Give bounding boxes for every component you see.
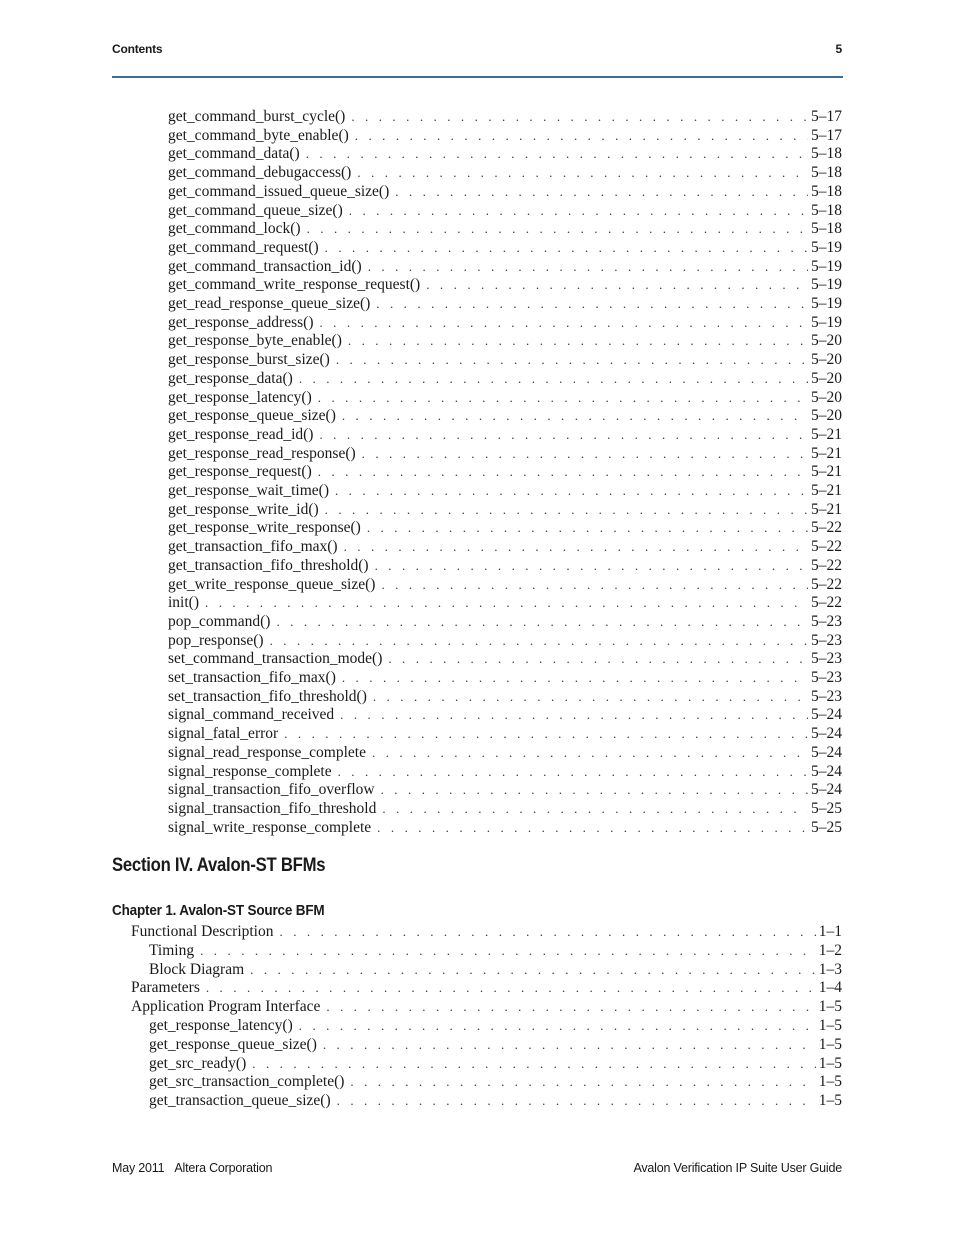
toc-entry[interactable] <box>149 1092 842 1110</box>
toc-entry[interactable] <box>168 538 842 556</box>
toc-entry[interactable] <box>168 781 842 799</box>
toc-entry-page: 5–21 <box>811 444 842 462</box>
toc-entry-page: 1–2 <box>818 941 842 959</box>
toc-entry-page: 5–18 <box>811 164 842 182</box>
toc-entry-title: get_command_issued_queue_size() <box>168 182 390 200</box>
toc-entry[interactable] <box>168 557 842 575</box>
section-title: Section IV. Avalon-ST BFMs <box>112 855 326 876</box>
toc-entry-page: 5–20 <box>811 407 842 425</box>
toc-entry-title: signal_command_received <box>168 706 335 724</box>
toc-entry[interactable] <box>149 961 842 979</box>
toc-leader-dots <box>325 501 808 519</box>
toc-entry[interactable] <box>168 220 842 238</box>
toc-entry-page: 5–20 <box>811 388 842 406</box>
toc-entry[interactable] <box>168 258 842 276</box>
toc-entry-page: 5–20 <box>811 351 842 369</box>
toc-entry[interactable] <box>149 1017 842 1035</box>
toc-leader-dots <box>335 482 808 500</box>
toc-entry[interactable] <box>168 108 842 126</box>
toc-leader-dots <box>280 923 816 941</box>
toc-entry-title: get_read_response_queue_size() <box>168 295 371 312</box>
toc-entry-page: 1–5 <box>818 1017 842 1034</box>
footer-book-title: Avalon Verification IP Suite User Guide <box>633 1161 842 1175</box>
toc-leader-dots <box>376 295 808 313</box>
toc-leader-dots <box>348 332 808 350</box>
toc-entry-page: 5–24 <box>811 781 842 799</box>
toc-entry[interactable] <box>131 923 842 941</box>
toc-entry-title: signal_read_response_complete <box>168 743 366 761</box>
toc-entry[interactable] <box>168 482 842 500</box>
toc-entry-page: 1–1 <box>818 923 842 940</box>
toc-leader-dots <box>367 519 808 537</box>
toc-entry[interactable] <box>168 688 842 706</box>
toc-entry[interactable] <box>168 314 842 332</box>
toc-leader-dots <box>375 557 808 575</box>
toc-entry-page: 1–5 <box>818 1073 842 1091</box>
toc-entry-title: signal_transaction_fifo_overflow <box>168 781 375 799</box>
toc-entry-page: 5–22 <box>811 556 842 574</box>
toc-entry-page: 5–22 <box>811 575 842 593</box>
toc-entry[interactable] <box>168 239 842 257</box>
toc-entry-title: get_response_burst_size() <box>168 351 330 369</box>
toc-entry-title: set_transaction_fifo_threshold() <box>168 687 367 705</box>
toc-leader-dots <box>355 127 808 145</box>
toc-entry[interactable] <box>131 998 842 1016</box>
toc-entry[interactable] <box>168 463 842 481</box>
toc-entry[interactable] <box>168 819 842 837</box>
toc-entry-page: 5–22 <box>811 538 842 556</box>
page-header <box>112 42 842 60</box>
toc-leader-dots <box>252 1055 815 1073</box>
toc-leader-dots <box>362 445 808 463</box>
toc-entry[interactable] <box>168 576 842 594</box>
toc-entry[interactable] <box>168 127 842 145</box>
toc-leader-dots <box>338 763 808 781</box>
toc-entry-title: get_command_request() <box>168 238 319 256</box>
toc-entry-title: signal_fatal_error <box>168 725 279 743</box>
toc-entry-page: 5–20 <box>811 332 842 350</box>
toc-entry[interactable] <box>168 370 842 388</box>
toc-leader-dots <box>319 426 808 444</box>
chapter-title: Chapter 1. Avalon-ST Source BFM <box>112 902 325 919</box>
toc-entry-title: get_response_data() <box>168 369 293 387</box>
toc-entry-title: get_response_read_response() <box>168 444 356 462</box>
toc-entry-page: 5–25 <box>811 799 842 817</box>
toc-entry-title: get_write_response_queue_size() <box>168 575 376 593</box>
toc-entry-title: signal_transaction_fifo_threshold <box>168 799 377 817</box>
toc-entry-title: get_command_lock() <box>168 220 301 238</box>
toc-entry-page: 5–24 <box>811 706 842 724</box>
toc-leader-dots <box>368 258 808 276</box>
toc-leader-dots <box>350 1073 815 1091</box>
toc-leader-dots <box>319 314 808 332</box>
toc-entry-title: Functional Description <box>131 923 274 940</box>
toc-leader-dots <box>337 1092 816 1110</box>
toc-entry[interactable] <box>168 501 842 519</box>
toc-leader-dots <box>318 463 808 481</box>
toc-entry[interactable] <box>168 407 842 425</box>
toc-entry[interactable] <box>168 650 842 668</box>
toc-entry-page: 5–21 <box>811 463 842 481</box>
toc-leader-dots <box>284 725 808 743</box>
toc-entry-title: get_transaction_queue_size() <box>149 1092 331 1110</box>
toc-entry-page: 5–23 <box>811 669 842 686</box>
toc-entry-page: 5–18 <box>811 201 842 219</box>
toc-leader-dots <box>299 370 808 388</box>
toc-leader-dots <box>342 669 808 687</box>
toc-entry-page: 1–5 <box>818 1092 842 1110</box>
toc-entry-title: get_command_write_response_request() <box>168 276 421 294</box>
toc-entry[interactable] <box>131 979 842 997</box>
toc-leader-dots <box>276 613 808 631</box>
toc-entry-page: 5–21 <box>811 482 842 499</box>
toc-entry[interactable] <box>168 706 842 724</box>
toc-entry-page: 5–19 <box>811 276 842 294</box>
toc-entry-title: signal_response_complete <box>168 762 332 780</box>
toc-entry-title: Block Diagram <box>149 960 245 978</box>
toc-entry-title: set_transaction_fifo_max() <box>168 669 336 686</box>
toc-entry[interactable] <box>168 332 842 350</box>
toc-entry-page: 5–18 <box>811 145 842 163</box>
toc-entry-title: get_response_address() <box>168 313 314 331</box>
toc-entry-title: get_command_transaction_id() <box>168 257 362 275</box>
toc-leader-dots <box>325 239 808 257</box>
toc-entry-page: 1–4 <box>818 979 842 997</box>
toc-entry-title: pop_command() <box>168 612 271 630</box>
toc-entry-page: 5–18 <box>811 182 842 200</box>
toc-entry-page: 1–5 <box>818 998 842 1016</box>
toc-leader-dots <box>377 819 808 837</box>
toc-entry-title: get_src_ready() <box>149 1054 247 1072</box>
toc-leader-dots <box>270 632 808 650</box>
toc-entry-page: 5–24 <box>811 762 842 780</box>
toc-leader-dots <box>205 594 808 612</box>
toc-entry[interactable] <box>168 613 842 631</box>
toc-entry-title: get_response_read_id() <box>168 425 314 443</box>
toc-entry-title: pop_response() <box>168 631 264 649</box>
toc-entry[interactable] <box>168 183 842 201</box>
toc-entry-page: 5–24 <box>811 725 842 743</box>
toc-entry-page: 1–5 <box>818 1035 842 1053</box>
toc-entry-page: 5–23 <box>811 631 842 649</box>
toc-entry-title: get_response_write_id() <box>168 500 319 518</box>
toc-leader-dots <box>206 979 816 997</box>
toc-entry[interactable] <box>168 445 842 463</box>
toc-entry[interactable] <box>149 1073 842 1091</box>
toc-leader-dots <box>307 220 808 238</box>
toc-entry-title: get_transaction_fifo_max() <box>168 538 338 556</box>
toc-leader-dots <box>299 1017 816 1035</box>
toc-entry[interactable] <box>168 632 842 650</box>
toc-entry[interactable] <box>168 276 842 294</box>
footer-date: May 2011 <box>112 1161 165 1175</box>
toc-entry-page: 5–20 <box>811 369 842 387</box>
toc-entry-title: get_src_transaction_complete() <box>149 1073 345 1091</box>
toc-entry[interactable] <box>168 351 842 369</box>
toc-entry[interactable] <box>168 295 842 313</box>
toc-entry-title: get_response_byte_enable() <box>168 332 342 350</box>
toc-entry[interactable] <box>168 669 842 687</box>
toc-entry-title: init() <box>168 594 199 612</box>
toc-entry[interactable] <box>168 763 842 781</box>
toc-entry-title: get_command_data() <box>168 145 300 163</box>
toc-entry[interactable] <box>168 164 842 182</box>
toc-entry-page: 5–19 <box>811 313 842 331</box>
toc-entry-page: 5–19 <box>811 238 842 256</box>
toc-entry-page: 1–5 <box>818 1054 842 1072</box>
toc-leader-dots <box>318 389 808 407</box>
toc-leader-dots <box>342 407 808 425</box>
toc-entry-page: 5–24 <box>811 743 842 761</box>
toc-leader-dots <box>372 744 808 762</box>
toc-leader-dots <box>250 961 816 979</box>
toc-entry-title: set_command_transaction_mode() <box>168 650 383 668</box>
toc-leader-dots <box>357 164 808 182</box>
toc-leader-dots <box>373 688 808 706</box>
toc-entry-page: 5–21 <box>811 500 842 518</box>
toc-entry-title: get_response_latency() <box>149 1017 293 1034</box>
toc-leader-dots <box>426 276 808 294</box>
toc-entry-page: 5–19 <box>811 295 842 312</box>
toc-leader-dots <box>351 108 808 126</box>
header-page-number: 5 <box>835 42 842 56</box>
toc-entry-page: 5–18 <box>811 220 842 238</box>
toc-leader-dots <box>340 706 808 724</box>
toc-entry[interactable] <box>149 942 842 960</box>
toc-entry[interactable] <box>168 202 842 220</box>
toc-entry-title: get_command_byte_enable() <box>168 126 349 144</box>
header-rule <box>112 76 843 78</box>
toc-leader-dots <box>200 942 816 960</box>
toc-entry-title: Timing <box>149 941 195 959</box>
toc-entry-page: 5–17 <box>811 108 842 125</box>
toc-entry-title: signal_write_response_complete <box>168 818 372 836</box>
toc-entry-page: 5–22 <box>811 519 842 537</box>
toc-leader-dots <box>306 145 808 163</box>
toc-entry-page: 5–23 <box>811 687 842 705</box>
toc-leader-dots <box>388 650 808 668</box>
toc-entry-page: 5–22 <box>811 594 842 612</box>
toc-leader-dots <box>326 998 815 1016</box>
toc-entry-page: 5–17 <box>811 126 842 144</box>
toc-entry[interactable] <box>168 800 842 818</box>
toc-leader-dots <box>323 1036 816 1054</box>
header-section-label: Contents <box>112 42 163 56</box>
toc-entry-title: get_response_queue_size() <box>168 407 336 425</box>
toc-entry-title: get_response_request() <box>168 463 312 481</box>
toc-entry-title: get_response_latency() <box>168 388 312 406</box>
toc-entry-title: get_command_burst_cycle() <box>168 108 346 125</box>
toc-entry-page: 5–23 <box>811 612 842 630</box>
toc-entry[interactable] <box>168 725 842 743</box>
toc-entry-page: 1–3 <box>818 960 842 978</box>
toc-entry-title: Application Program Interface <box>131 998 321 1016</box>
toc-entry[interactable] <box>168 145 842 163</box>
toc-entry[interactable] <box>168 389 842 407</box>
toc-entry-title: get_response_wait_time() <box>168 482 329 499</box>
page-footer <box>112 1161 842 1179</box>
toc-entry-title: get_response_write_response() <box>168 519 361 537</box>
toc-entry-title: get_transaction_fifo_threshold() <box>168 556 369 574</box>
toc-leader-dots <box>349 202 808 220</box>
toc-leader-dots <box>395 183 808 201</box>
toc-entry-title: Parameters <box>131 979 200 997</box>
toc-entry-page: 5–21 <box>811 425 842 443</box>
toc-entry-title: get_command_queue_size() <box>168 201 343 219</box>
toc-entry[interactable] <box>168 426 842 444</box>
toc-entry-title: get_command_debugaccess() <box>168 164 352 182</box>
toc-leader-dots <box>381 576 808 594</box>
toc-entry[interactable] <box>168 519 842 537</box>
toc-entry-page: 5–23 <box>811 650 842 668</box>
toc-leader-dots <box>382 800 808 818</box>
toc-entry[interactable] <box>149 1036 842 1054</box>
toc-entry[interactable] <box>168 594 842 612</box>
toc-leader-dots <box>336 351 808 369</box>
toc-leader-dots <box>344 538 808 556</box>
toc-entry-page: 5–19 <box>811 257 842 275</box>
toc-entry-title: get_response_queue_size() <box>149 1035 317 1053</box>
toc-entry[interactable] <box>168 744 842 762</box>
footer-company: Altera Corporation <box>174 1161 273 1175</box>
toc-leader-dots <box>381 781 808 799</box>
toc-entry-page: 5–25 <box>811 818 842 836</box>
toc-entry[interactable] <box>149 1055 842 1073</box>
